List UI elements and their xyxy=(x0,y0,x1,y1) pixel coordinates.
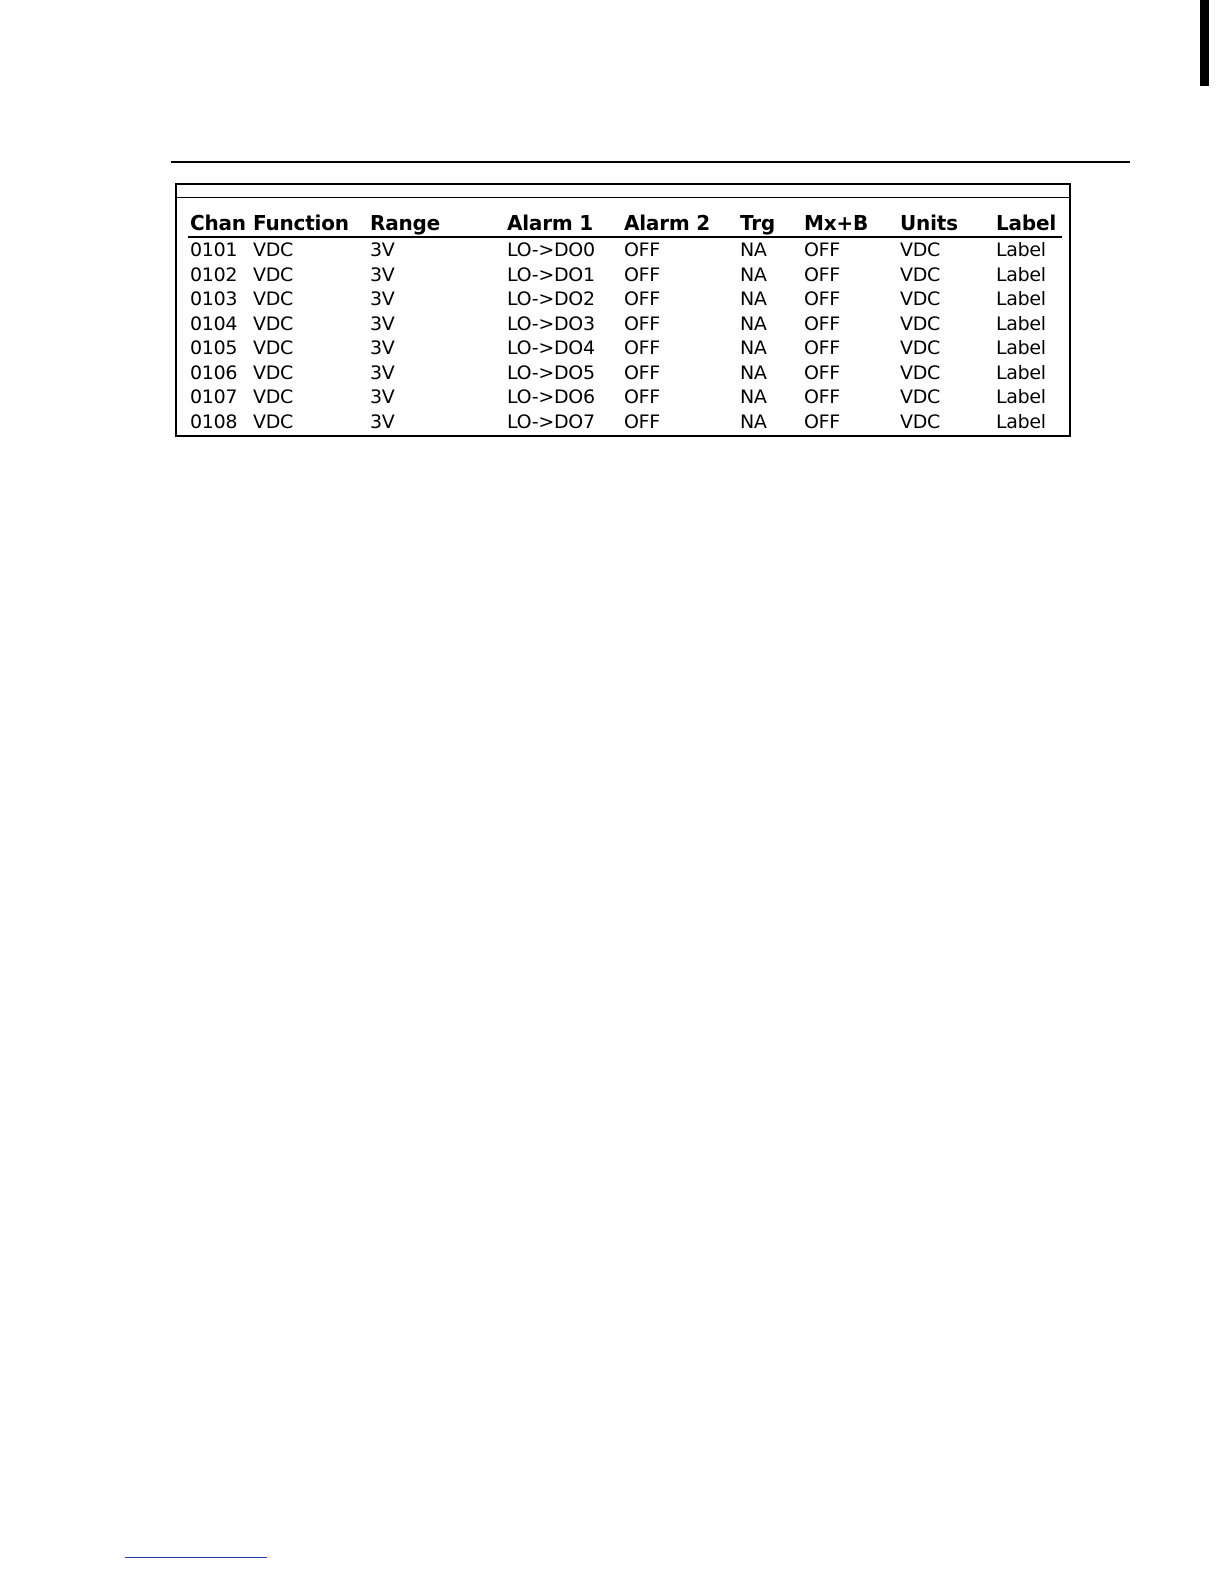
section-divider xyxy=(171,161,1130,163)
cell-trg: NA xyxy=(740,361,767,384)
cell-function: VDC xyxy=(253,361,293,384)
cell-range: 3V xyxy=(370,263,395,286)
table-row xyxy=(188,287,1062,312)
cell-units: VDC xyxy=(900,410,940,433)
cell-function: VDC xyxy=(253,337,293,360)
cell-alarm-1: LO->DO0 xyxy=(507,239,595,262)
cell-trg: NA xyxy=(740,239,767,262)
cell-units: VDC xyxy=(900,312,940,335)
cell-label: Label xyxy=(996,337,1046,360)
footer-link-underline[interactable] xyxy=(125,1557,267,1558)
page-edge-bar xyxy=(1200,0,1209,86)
cell-trg: NA xyxy=(740,312,767,335)
cell-alarm-1: LO->DO4 xyxy=(507,337,595,360)
table-row xyxy=(188,336,1062,361)
cell-label: Label xyxy=(996,312,1046,335)
cell-units: VDC xyxy=(900,288,940,311)
cell-function: VDC xyxy=(253,288,293,311)
cell-mxb: OFF xyxy=(804,263,840,286)
cell-label: Label xyxy=(996,361,1046,384)
cell-mxb: OFF xyxy=(804,386,840,409)
column-header-function: Function xyxy=(251,209,368,237)
cell-chan: 0102 xyxy=(190,263,238,286)
table-row xyxy=(188,361,1062,386)
cell-chan: 0103 xyxy=(190,288,238,311)
cell-function: VDC xyxy=(253,386,293,409)
cell-alarm-2: OFF xyxy=(624,337,660,360)
cell-trg: NA xyxy=(740,410,767,433)
cell-trg: NA xyxy=(740,288,767,311)
column-header-chan: Chan xyxy=(188,209,251,237)
cell-alarm-1: LO->DO3 xyxy=(507,312,595,335)
cell-alarm-2: OFF xyxy=(624,288,660,311)
cell-mxb: OFF xyxy=(804,337,840,360)
column-header-units: Units xyxy=(898,209,994,237)
cell-range: 3V xyxy=(370,337,395,360)
cell-label: Label xyxy=(996,288,1046,311)
cell-mxb: OFF xyxy=(804,239,840,262)
cell-mxb: OFF xyxy=(804,410,840,433)
cell-alarm-2: OFF xyxy=(624,263,660,286)
cell-range: 3V xyxy=(370,288,395,311)
cell-alarm-1: LO->DO7 xyxy=(507,410,595,433)
cell-label: Label xyxy=(996,410,1046,433)
cell-alarm-2: OFF xyxy=(624,361,660,384)
cell-function: VDC xyxy=(253,239,293,262)
cell-chan: 0101 xyxy=(190,239,238,262)
cell-chan: 0108 xyxy=(190,410,238,433)
cell-units: VDC xyxy=(900,337,940,360)
cell-range: 3V xyxy=(370,312,395,335)
cell-trg: NA xyxy=(740,337,767,360)
column-header-range: Range xyxy=(368,209,505,237)
cell-range: 3V xyxy=(370,410,395,433)
cell-trg: NA xyxy=(740,386,767,409)
cell-alarm-2: OFF xyxy=(624,386,660,409)
channel-table xyxy=(188,209,1062,434)
channel-config-screen xyxy=(175,183,1071,437)
cell-chan: 0106 xyxy=(190,361,238,384)
cell-alarm-1: LO->DO1 xyxy=(507,263,595,286)
cell-alarm-1: LO->DO2 xyxy=(507,288,595,311)
cell-chan: 0105 xyxy=(190,337,238,360)
cell-label: Label xyxy=(996,386,1046,409)
cell-alarm-1: LO->DO6 xyxy=(507,386,595,409)
column-header-alarm-2: Alarm 2 xyxy=(622,209,738,237)
cell-range: 3V xyxy=(370,239,395,262)
table-row xyxy=(188,410,1062,435)
table-body xyxy=(188,237,1062,434)
cell-units: VDC xyxy=(900,263,940,286)
cell-mxb: OFF xyxy=(804,312,840,335)
column-header-alarm-1: Alarm 1 xyxy=(505,209,622,237)
cell-range: 3V xyxy=(370,361,395,384)
table-header-row xyxy=(188,209,1062,237)
cell-function: VDC xyxy=(253,312,293,335)
cell-chan: 0104 xyxy=(190,312,238,335)
cell-alarm-1: LO->DO5 xyxy=(507,361,595,384)
cell-label: Label xyxy=(996,239,1046,262)
cell-units: VDC xyxy=(900,361,940,384)
frame-title-rule xyxy=(177,197,1069,198)
cell-function: VDC xyxy=(253,410,293,433)
table-row xyxy=(188,385,1062,410)
cell-units: VDC xyxy=(900,386,940,409)
cell-range: 3V xyxy=(370,386,395,409)
cell-mxb: OFF xyxy=(804,288,840,311)
cell-function: VDC xyxy=(253,263,293,286)
cell-alarm-2: OFF xyxy=(624,312,660,335)
cell-alarm-2: OFF xyxy=(624,410,660,433)
table-row xyxy=(188,237,1062,263)
cell-trg: NA xyxy=(740,263,767,286)
table-row xyxy=(188,312,1062,337)
cell-mxb: OFF xyxy=(804,361,840,384)
cell-alarm-2: OFF xyxy=(624,239,660,262)
column-header-trg: Trg xyxy=(738,209,802,237)
cell-chan: 0107 xyxy=(190,386,238,409)
cell-units: VDC xyxy=(900,239,940,262)
column-header-mxb: Mx+B xyxy=(802,209,898,237)
cell-label: Label xyxy=(996,263,1046,286)
column-header-label: Label xyxy=(994,209,1062,237)
table-row xyxy=(188,263,1062,288)
